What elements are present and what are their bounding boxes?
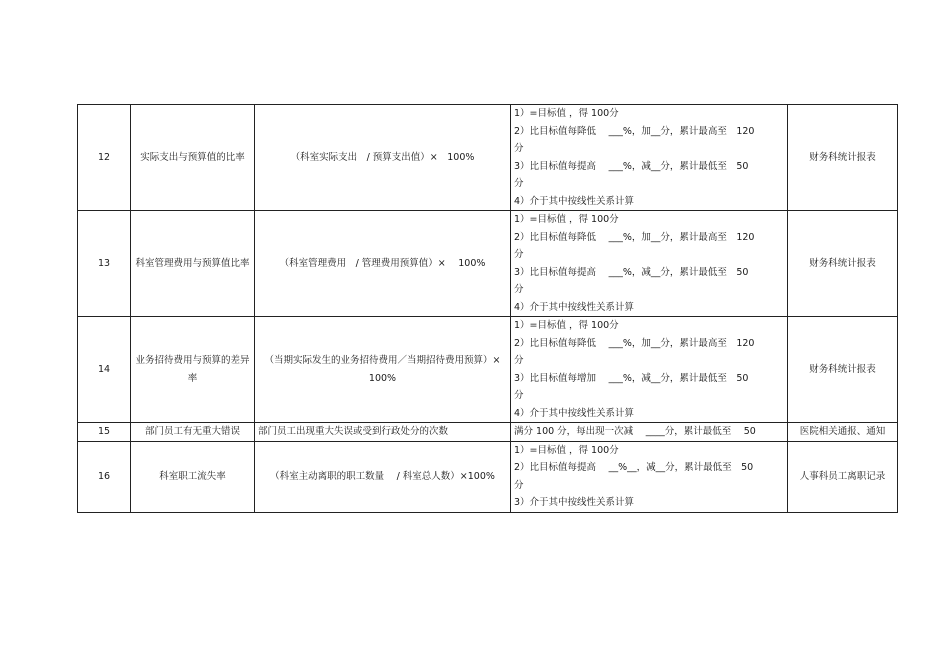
table-row — [78, 317, 898, 423]
rule-line: 3）比目标值每提高 ___%，减__分，累计最低至 50 — [514, 160, 749, 172]
row-number: 14 — [78, 317, 131, 423]
data-source: 财务科统计报表 — [788, 317, 898, 423]
table-row — [78, 105, 898, 211]
kpi-table — [77, 104, 898, 513]
rule-line: 2）比目标值每降低 ___%，加__分，累计最高至 120 — [514, 337, 755, 349]
rule-line: 1）=目标值 ，得 100分 — [514, 320, 619, 331]
indicator-name: 部门员工有无重大错误 — [131, 423, 255, 442]
rule-line: 2）比目标值每降低 ___%，加__分，累计最高至 120 — [514, 125, 755, 137]
row-number: 15 — [78, 423, 131, 442]
rule-line: 1）=目标值 ，得 100分 — [514, 108, 619, 119]
table-row — [78, 441, 898, 512]
rule-line: 2）比目标值每提高 __%__，减__分，累计最低至 50 — [514, 462, 754, 473]
scoring-rules — [511, 317, 788, 423]
formula-cell: （当期实际发生的业务招待费用／当期招待费用预算）× 100% — [255, 317, 511, 423]
row-number: 16 — [78, 441, 131, 512]
rule-line: 分 — [514, 355, 524, 366]
formula-cell: 部门员工出现重大失误或受到行政处分的次数 — [255, 423, 511, 442]
formula-cell: （科室实际支出 / 预算支出值）× 100% — [255, 105, 511, 211]
data-source: 财务科统计报表 — [788, 105, 898, 211]
rule-line: 4）介于其中按线性关系计算 — [514, 195, 635, 207]
scoring-rules — [511, 211, 788, 317]
scoring-rules — [511, 423, 788, 442]
scoring-rules — [511, 441, 788, 512]
indicator-name: 科室管理费用与预算值比率 — [131, 211, 255, 317]
rule-line: 1）=目标值 ，得 100分 — [514, 214, 619, 225]
rule-line: 分 — [514, 143, 524, 154]
rule-line: 分 — [514, 249, 524, 260]
data-source: 人事科员工离职记录 — [788, 441, 898, 512]
rule-line: 4）介于其中按线性关系计算 — [514, 407, 635, 419]
row-number: 13 — [78, 211, 131, 317]
rule-line: 分 — [514, 390, 524, 401]
indicator-name: 实际支出与预算值的比率 — [131, 105, 255, 211]
rule-line: 2）比目标值每降低 ___%，加__分，累计最高至 120 — [514, 231, 755, 243]
table-row — [78, 423, 898, 442]
rule-line: 3）比目标值每提高 ___%，减__分，累计最低至 50 — [514, 266, 749, 278]
formula-cell: （科室管理费用 / 管理费用预算值）× 100% — [255, 211, 511, 317]
rule-line: 3）介于其中按线性关系计算 — [514, 497, 635, 508]
row-number: 12 — [78, 105, 131, 211]
indicator-name: 科室职工流失率 — [131, 441, 255, 512]
rule-line: 4）介于其中按线性关系计算 — [514, 301, 635, 313]
rule-line: 1）=目标值 ，得 100分 — [514, 444, 619, 456]
rule-line: 3）比目标值每增加 ___%，减__分，累计最低至 50 — [514, 372, 749, 384]
rule-line: 分 — [514, 178, 524, 189]
table-row — [78, 211, 898, 317]
data-source: 医院相关通报、通知 — [788, 423, 898, 442]
rule-line: 分 — [514, 284, 524, 295]
indicator-name: 业务招待费用与预算的差异率 — [131, 317, 255, 423]
formula-cell: （科室主动离职的职工数量 / 科室总人数）×100% — [255, 441, 511, 512]
rule-line: 满分 100 分，每出现一次减 ____分，累计最低至 50 — [514, 426, 756, 437]
data-source: 财务科统计报表 — [788, 211, 898, 317]
rule-line: 分 — [514, 479, 524, 491]
scoring-rules — [511, 105, 788, 211]
